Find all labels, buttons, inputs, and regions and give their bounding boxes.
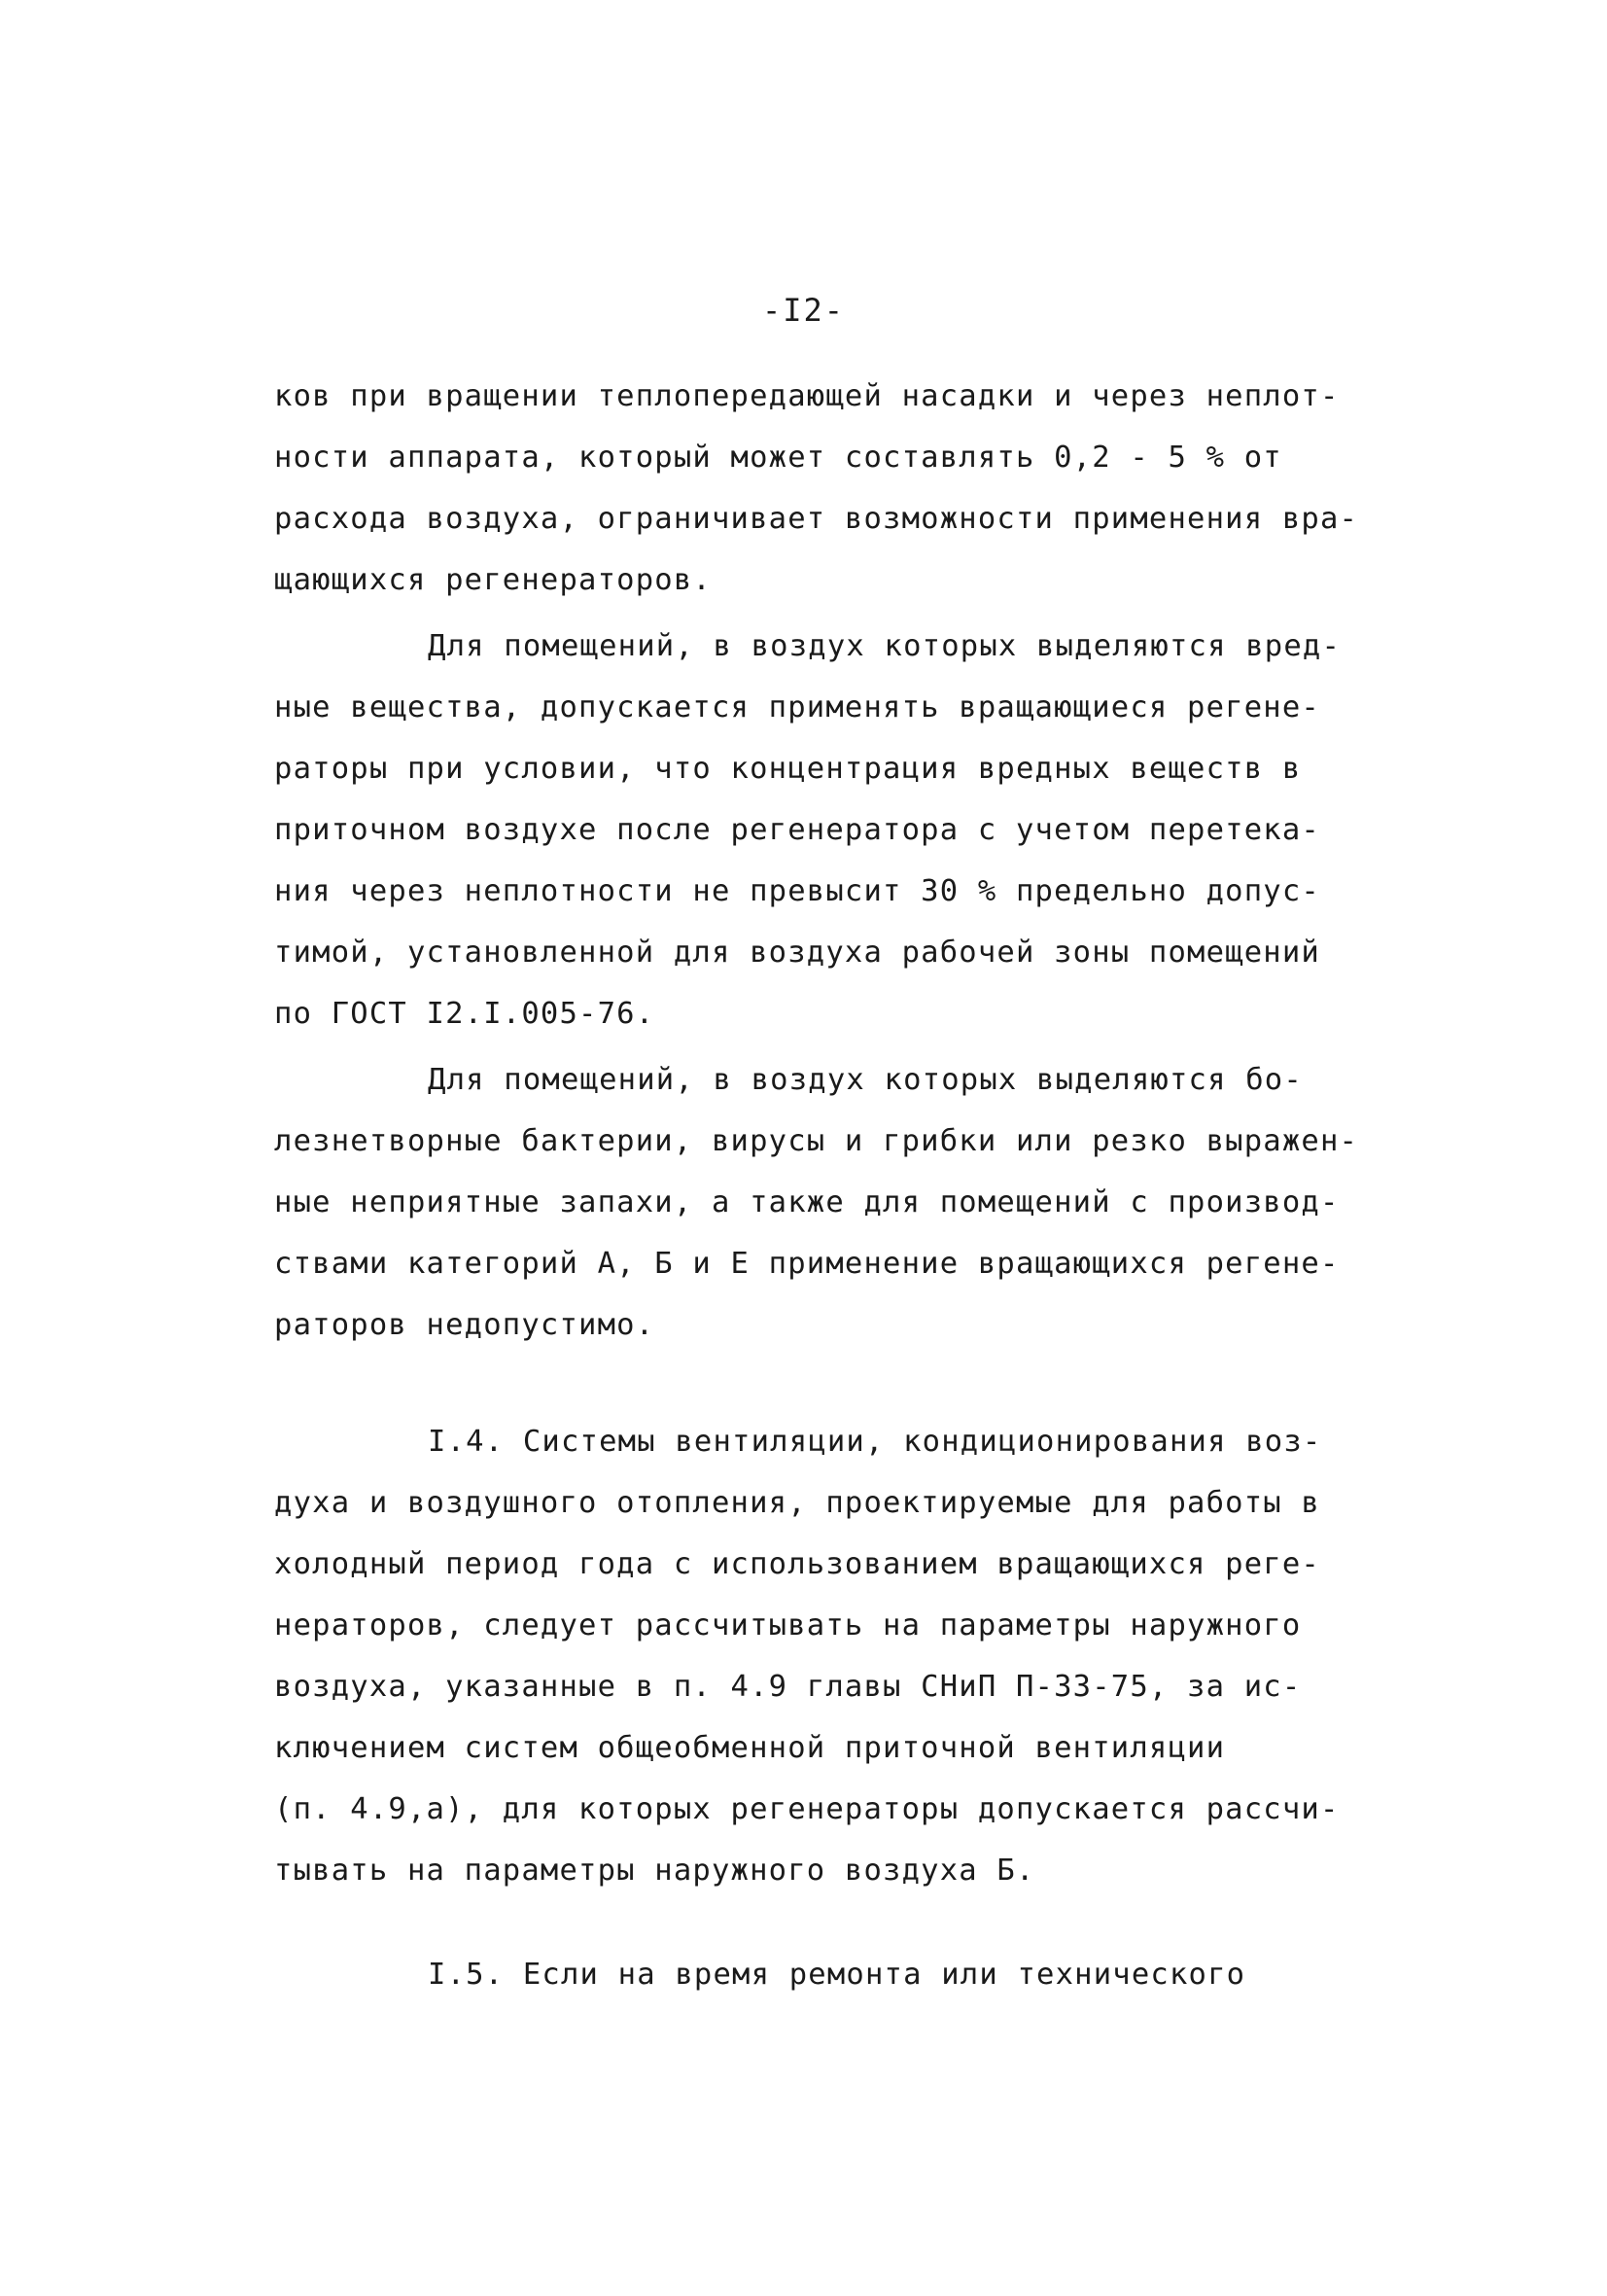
text-line: раторы при условии, что концентрация вредных веществ в	[274, 752, 1302, 786]
text-line: ности аппарата, который может составлять 0,2 - 5 % от	[274, 441, 1282, 475]
text-line: лезнетворные бактерии, вирусы и грибки или резко выражен-	[274, 1124, 1359, 1158]
text-line: тимой, установленной для воздуха рабочей зоны помещений	[274, 936, 1320, 970]
text-line: Для помещений, в воздух которых выделяются бо-	[428, 1063, 1303, 1097]
text-line: ствами категорий А, Б и Е применение вращающихся регене-	[274, 1247, 1340, 1281]
text-line: раторов недопустимо.	[274, 1308, 655, 1342]
text-line: ков при вращении теплопередающей насадки и через неплот-	[274, 379, 1340, 413]
text-line: щающихся регенераторов.	[274, 563, 712, 597]
text-line: тывать на параметры наружного воздуха Б.	[274, 1854, 1035, 1888]
text-line: (п. 4.9,а), для которых регенераторы допускается рассчи-	[274, 1792, 1340, 1826]
text-line: приточном воздухе после регенератора с учетом перетека-	[274, 813, 1320, 847]
text-line: расхода воздуха, ограничивает возможности применения вра-	[274, 502, 1359, 536]
text-line: воздуха, указанные в п. 4.9 главы СНиП П-33-75, за ис-	[274, 1670, 1302, 1704]
text-line: по ГОСТ I2.I.005-76.	[274, 997, 655, 1031]
text-line: ные вещества, допускается применять вращающиеся регене-	[274, 690, 1320, 724]
text-line: I.5. Если на время ремонта или технического	[428, 1958, 1246, 1992]
text-line: ные неприятные запахи, а также для помещений с производ-	[274, 1185, 1340, 1219]
text-line: Для помещений, в воздух которых выделяются вред-	[428, 629, 1342, 663]
text-line: холодный период года с использованием вращающихся реге-	[274, 1547, 1320, 1581]
text-line: ключением систем общеобменной приточной вентиляции	[274, 1731, 1226, 1765]
text-line: духа и воздушного отопления, проектируемые для работы в	[274, 1486, 1320, 1520]
page-number: -I2-	[761, 292, 846, 329]
text-line: I.4. Системы вентиляции, кондиционирования воз-	[428, 1425, 1322, 1459]
text-line: ния через неплотности не превысит 30 % предельно допус-	[274, 874, 1320, 908]
text-line: нераторов, следует рассчитывать на параметры наружного	[274, 1608, 1302, 1643]
